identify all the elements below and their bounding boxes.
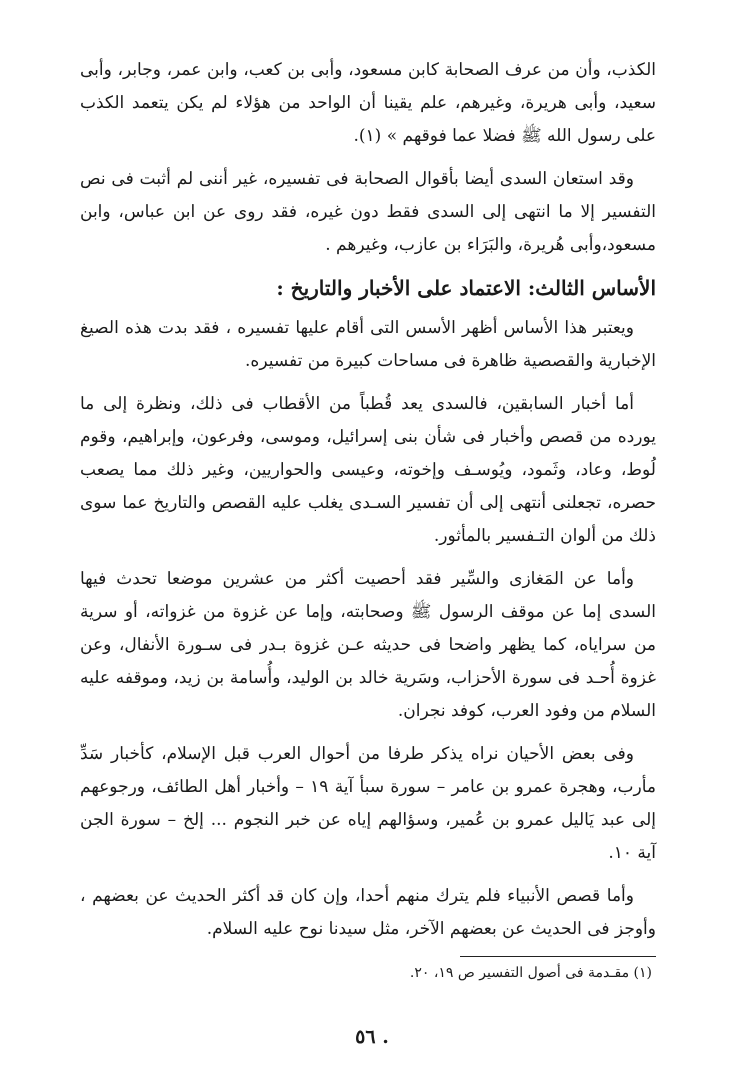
paragraph: وأما قصص الأنبياء فلم يترك منهم أحدا، وإن كان قد أكثر الحديث عن بعضهم ، وأوجز فى الحديث عن بعضهم الآخر، مثل سيدنا نوح عليه السلام. (80, 886, 656, 939)
paragraph: الكذب، وأن من عرف الصحابة كابن مسعود، وأبى بن كعب، وابن عمر، وجابر، وأبى سعيد، وأبى هريرة، وغيرهم، علم يقينا أن الواحد من هؤلاء لم يكن يتعمد الكذب على رسول الله ﷺ فضلا عما فوقهم » (١). (80, 60, 656, 146)
section-heading: الأساس الثالث: الاعتماد على الأخبار والتاريخ : (276, 276, 656, 300)
page-number: . ٥٦ (355, 1026, 389, 1048)
paragraph: وقد استعان السدى أيضا بأقوال الصحابة فى تفسيره، غير أننى لم أثبت فى نص التفسير إلا ما انتهى إلى السدى فقط دون غيره، فقد روى عن ابن عباس، وابن مسعود،وأبى هُريرة، والبَرَاء بن عازب، وغيرهم . (80, 169, 656, 255)
paragraph: وفى بعض الأحيان نراه يذكر طرفا من أحوال العرب قبل الإسلام، كأخبار سَدِّ مأرب، وهجرة عمرو بن عامر – سورة سبأ آية ١٩ – وأخبار أهل الطائف، ورجوعهم إلى عبد يَاليل عمرو بن عُمير، وسؤالهم إياه عن خبر النجوم ... إلخ – سورة الجن آية ١٠. (80, 744, 656, 863)
paragraph: أما أخبار السابقين، فالسدى يعد قُطباً من الأقطاب فى ذلك، ونظرة إلى ما يورده من قصص وأخبار فى شأن بنى إسرائيل، وموسى، وفرعون، وإبراهيم، وقوم لُوط، وعاد، وثَمود، ويُوسـف وإخوته، وعيسى والحواريين، وغير ذلك مما يصعب حصره، تجعلنى أنتهى إلى أن تفسير السـدى يغلب عليه القصص والتاريخ عما سوى ذلك من ألوان التـفسير بالمأثور. (80, 394, 656, 546)
footnote-divider (460, 956, 656, 957)
paragraph: وأما عن المَغازى والسِّير فقد أحصيت أكثر من عشرين موضعا تحدث فيها السدى إما عن موقف الرسول ﷺ وصحابته، وإما عن غزوة من غزواته، أو سرية من سراياه، كما يظهر واضحا فى حديثه عـن غزوة بـدر فى سـورة الأنفال، وعن غزوة أُحـد فى سورة الأحزاب، وسَرية خالد بن الوليد، وأُسامة بن زيد، وموقفه عليه السلام من وفود العرب، كوفد نجران. (80, 569, 656, 721)
footnote: (١) مقـدمة فى أصول التفسير ص ١٩، ٢٠. (409, 965, 652, 981)
paragraph: ويعتبر هذا الأساس أظهر الأسس التى أقام عليها تفسيره ، فقد بدت هذه الصيغ الإخبارية والقصصية ظاهرة فى مساحات كبيرة من تفسيره. (80, 318, 656, 371)
page-body (80, 54, 656, 956)
